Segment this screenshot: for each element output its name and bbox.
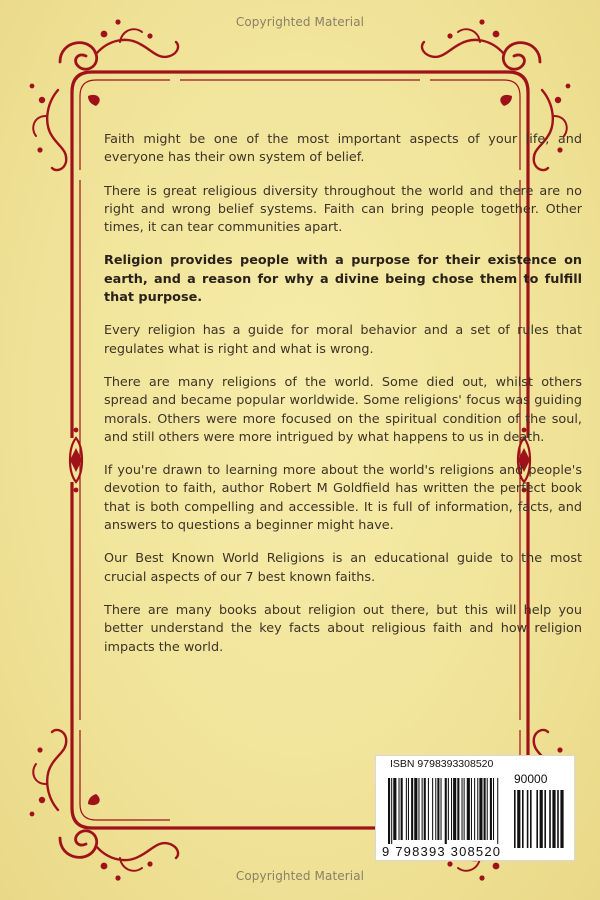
barcode-bar bbox=[428, 778, 429, 840]
barcode-bar bbox=[448, 778, 449, 840]
barcode-bar bbox=[435, 778, 436, 840]
barcode-bar bbox=[445, 778, 447, 844]
barcode-bar bbox=[484, 778, 486, 840]
barcode-bar bbox=[451, 778, 452, 840]
barcode-bar bbox=[401, 778, 403, 840]
barcode-bar bbox=[471, 778, 472, 840]
barcode-addon-bar bbox=[544, 790, 546, 848]
barcode-bar bbox=[399, 778, 400, 840]
barcode-addon-bar bbox=[552, 790, 555, 848]
paragraph-purpose-highlight: Religion provides people with a purpose for their existence on earth, and a reason for why a divine being chose them to fulfill that purpose. bbox=[104, 253, 582, 306]
barcode-digits: 9 798393 308520 bbox=[382, 844, 502, 859]
paragraph-author-pitch: If you're drawn to learning more about the world's religions and people's devotion to faith, author Robert M Goldfield has written the perfect book that is both compelling and accessible. It is full of information, facts, and answers to questions a beginner might have. bbox=[104, 463, 582, 534]
barcode-bar bbox=[406, 778, 407, 840]
barcode-addon-bar bbox=[560, 790, 563, 848]
copyright-watermark-bottom: Copyrighted Material bbox=[235, 869, 365, 883]
barcode-bar bbox=[422, 778, 423, 840]
copyright-watermark-top: Copyrighted Material bbox=[235, 15, 365, 29]
barcode-bar bbox=[388, 778, 390, 844]
barcode-bar bbox=[391, 778, 392, 844]
isbn-barcode bbox=[375, 755, 575, 861]
barcode-addon-bar bbox=[517, 790, 520, 848]
barcode-bar bbox=[487, 778, 488, 840]
barcode-bar bbox=[418, 778, 419, 840]
barcode-addon-bar bbox=[540, 790, 543, 848]
barcode-bar bbox=[479, 778, 482, 840]
barcode-addon-bar bbox=[549, 790, 551, 848]
barcode-bar bbox=[411, 778, 413, 840]
barcode-addon-number: 90000 bbox=[514, 772, 548, 786]
paragraph-faith-intro: Faith might be one of the most important aspects of your life, and everyone has their own system of belief. bbox=[104, 132, 582, 166]
barcode-addon-bar bbox=[557, 790, 559, 848]
barcode-addon-bar bbox=[522, 790, 524, 848]
barcode-bar bbox=[477, 778, 478, 840]
barcode-bar bbox=[490, 778, 492, 840]
barcode-bar bbox=[457, 778, 459, 840]
barcode-bar bbox=[408, 778, 409, 840]
paragraph-closing: There are many books about religion out there, but this will help you better understand the key facts about religious faith and how religion impacts the world. bbox=[104, 602, 582, 655]
barcode-addon-bar bbox=[536, 790, 538, 848]
barcode-bar bbox=[424, 778, 426, 840]
barcode-bar bbox=[493, 778, 494, 840]
barcode-bar bbox=[464, 778, 465, 840]
isbn-label: ISBN 9798393308520 bbox=[390, 758, 494, 770]
barcode-addon-bar bbox=[514, 790, 516, 848]
paragraph-guide-summary: Our Best Known World Religions is an educational guide to the most crucial aspects of our 7 best known faiths. bbox=[104, 551, 582, 585]
barcode-bar bbox=[462, 778, 463, 840]
back-cover-description bbox=[104, 131, 582, 672]
barcode-bar bbox=[497, 778, 498, 844]
paragraph-many-religions: There are many religions of the world. Some died out, whilst others spread and became popular worldwide. Some religions' focus was guiding morals. Others were more focused on the spiritual condition of the soul, and still others were more intrigued by what happens to us in death. bbox=[104, 374, 582, 445]
barcode-bar bbox=[414, 778, 417, 840]
barcode-bar bbox=[467, 778, 470, 840]
paragraph-moral-guide: Every religion has a guide for moral behavior and a set of rules that regulates what is right and what is wrong. bbox=[104, 323, 582, 357]
barcode-addon-bar bbox=[530, 790, 532, 848]
barcode-bar bbox=[474, 778, 475, 840]
barcode-bar bbox=[393, 778, 396, 840]
barcode-bar bbox=[453, 778, 456, 840]
barcode-bar bbox=[437, 778, 439, 840]
barcode-bar bbox=[441, 778, 442, 840]
paragraph-diversity: There is great religious diversity throughout the world and there are no right and wrong belief systems. Faith can bring people together. Other times, it can tear communities apart. bbox=[104, 183, 582, 236]
barcode-bar bbox=[432, 778, 433, 840]
barcode-addon-bar bbox=[527, 790, 529, 848]
